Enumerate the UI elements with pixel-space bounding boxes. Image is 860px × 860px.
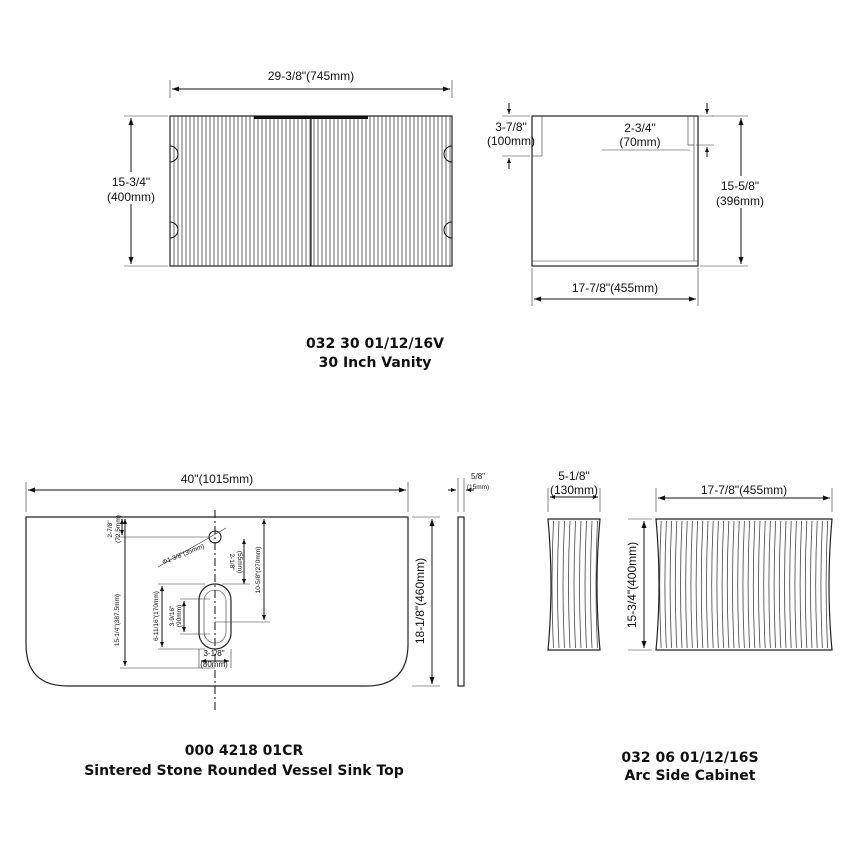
arc-code: 032 06 01/12/16S [621,750,759,766]
vanity-height-dim-mm: (400mm) [106,190,156,204]
flute-line [769,521,771,648]
sink-dim-d: 15-1/4"(387.5mm) [114,593,121,647]
flute-line [774,521,776,648]
flute-line [665,521,667,648]
arc-side-flutes [552,521,598,648]
vanity-width-dim: 29-3/8"(745mm) [267,69,355,83]
arc-front-flutes [660,521,828,648]
flute-line [722,521,724,648]
flute-line [717,521,719,648]
sink-top-plan-view [26,472,440,712]
flute-line [743,521,745,648]
sink-dim-f-in: 3-9/16" [169,605,176,627]
sink-dim-e: 6-11/16"(170mm) [153,591,160,641]
vanity-side-depth-dim: 17-7/8"(455mm) [571,281,659,295]
vanity-side-height-dim-mm: (396mm) [715,194,765,208]
vanity-side-body [532,116,698,266]
vanity-side-view [487,103,768,306]
flute-line [552,521,554,648]
flute-line [670,521,672,648]
flute-line [727,521,729,648]
flute-line [759,521,761,648]
flute-line [826,521,828,648]
flute-line [748,521,750,648]
flute-line [816,521,818,648]
flute-line [785,521,787,648]
flute-line [821,521,823,648]
flute-line [800,521,802,648]
vanity-side-top-dim-in: 3-7/8" [495,120,527,134]
flute-line [681,521,683,648]
arc-cabinet-side-view [548,469,600,650]
sink-dim-b-in: 2-1/8" [228,553,235,571]
sink-dim-a-in: 2-7/8" [107,520,114,538]
flute-line [574,521,576,648]
flute-line [805,521,807,648]
vanity-code: 032 30 01/12/16V [306,336,444,352]
sink-name: Sintered Stone Rounded Vessel Sink Top [84,763,404,779]
vanity-side-top-dim-mm: (100mm) [486,134,536,148]
flute-line [701,521,703,648]
flute-line [738,521,740,648]
sink-dim-f-mm: (90mm) [176,604,183,628]
vanity-height-dim-in: 15-3/4" [111,175,151,189]
flute-line [753,521,755,648]
sink-dim-g-in: 3-1/8" [203,649,225,658]
flute-line [764,521,766,648]
flute-line [558,521,560,648]
flute-line [686,521,688,648]
flute-line [660,521,662,648]
vanity-front-view [104,69,452,266]
flute-line [585,521,587,648]
faucet-hole-dim: Φ1-3/8"(35mm) [161,542,206,567]
arc-height-dim: 15-3/4"(400mm) [625,541,639,629]
sink-thickness-mm: (15mm) [466,484,490,491]
flute-line [696,521,698,648]
sink-top-edge-view [448,472,489,686]
sink-dim-c: 10-5/8"(270mm) [255,546,262,594]
sink-depth-dim: 18-1/8"(460mm) [413,557,427,645]
flute-line [790,521,792,648]
arc-cabinet-front-view [625,483,832,650]
arc-depth-dim-in: 5-1/8" [558,469,590,483]
arc-depth-dim-mm: (130mm) [549,483,599,497]
flute-line [707,521,709,648]
vanity-fluted-front [174,116,450,266]
sink-thickness-in: 5/8" [471,472,485,481]
flute-line [580,521,582,648]
vanity-name: 30 Inch Vanity [318,355,432,371]
arc-width-dim: 17-7/8"(455mm) [700,483,788,497]
mount-hole-right-top [444,146,452,162]
sink-dim-g-mm: (80mm) [200,660,228,669]
vanity-side-height-dim-in: 15-5/8" [720,179,760,193]
arc-name: Arc Side Cabinet [624,768,756,784]
flute-line [569,521,571,648]
sink-edge-profile [458,517,464,686]
mount-hole-right-bottom [444,222,452,238]
vanity-handle-groove [254,116,368,119]
vanity-side-gap-dim-mm: (70mm) [619,135,661,149]
flute-line [795,521,797,648]
sink-width-dim: 40"(1015mm) [180,472,254,486]
flute-line [563,521,565,648]
sink-code: 000 4218 01CR [184,743,304,759]
sink-dim-a-mm: (72.5mm) [115,515,122,543]
flute-line [712,521,714,648]
flute-line [675,521,677,648]
flute-line [811,521,813,648]
vanity-side-gap-dim-in: 2-3/4" [624,121,656,135]
flute-line [691,521,693,648]
flute-line [591,521,593,648]
flute-line [733,521,735,648]
sink-dim-b-mm: (55mm) [236,550,243,574]
flute-line [779,521,781,648]
